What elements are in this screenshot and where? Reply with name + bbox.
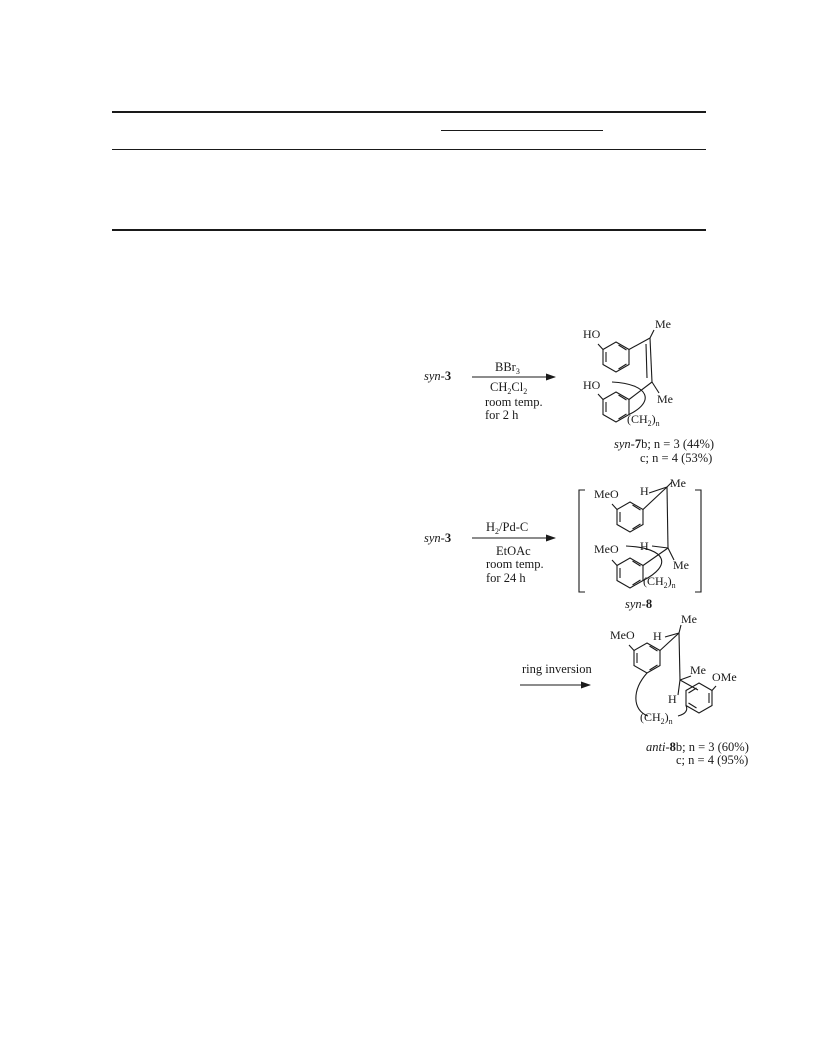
benzene-ring-bottom [603,392,629,422]
scheme2-solvent: EtOAc [496,544,531,558]
anti8-meo: MeO [610,628,635,642]
syn7-yield-line2: c; n = 4 (53%) [640,451,713,465]
syn7-me-top: Me [655,317,671,331]
syn8-h-top: H [640,484,649,498]
syn-7-structure [598,330,659,422]
scheme1-time: for 2 h [485,408,519,422]
scheme2-reagent: $H_2/Pd-C$ [486,520,529,536]
bracket-right [695,490,701,592]
syn7-chain-label: $(CH_2)_n$ [627,412,660,428]
syn8-me-bottom: Me [673,558,689,572]
anti8-me-mid: Me [690,663,706,677]
bracket-left [579,490,585,592]
anti8-me-top: Me [681,612,697,626]
anti8-h-top: H [653,629,662,643]
scheme1-solvent: $CH_2Cl_2$ [490,380,528,396]
benzene-ring-top [603,342,629,372]
anti8-yield-line1: anti-8b; n = 3 (60%) [646,740,749,754]
syn8-me-top: Me [670,476,686,490]
syn7-ho-top: HO [583,327,601,341]
scheme2-temperature: room temp. [486,557,544,571]
anti8-ome: OMe [712,670,737,684]
scheme1-temperature: room temp. [485,395,543,409]
syn7-yield-line1: syn-7b; n = 3 (44%) [614,437,715,451]
anti8-chain-label: $(CH_2)_n$ [640,710,673,726]
syn8-meo-bottom: MeO [594,542,619,556]
syn8-meo-top: MeO [594,487,619,501]
scheme2-starting-material: syn-3 [424,531,452,545]
ring-inversion-label: ring inversion [522,662,592,676]
syn8-h-bottom: H [640,539,649,553]
scheme1-starting-material: syn-3 [424,369,452,383]
syn8-compound-label: syn-8 [625,597,653,611]
syn8-chain-label: $(CH_2)_n$ [643,574,676,590]
anti8-yield-line2: c; n = 4 (95%) [676,753,749,767]
anti8-h-bottom: H [668,692,677,706]
syn7-ho-bottom: HO [583,378,601,392]
scheme1-reagent: BBr$_3$ [495,360,520,376]
syn7-me-bottom: Me [657,392,673,406]
scheme2-time: for 24 h [486,571,526,585]
